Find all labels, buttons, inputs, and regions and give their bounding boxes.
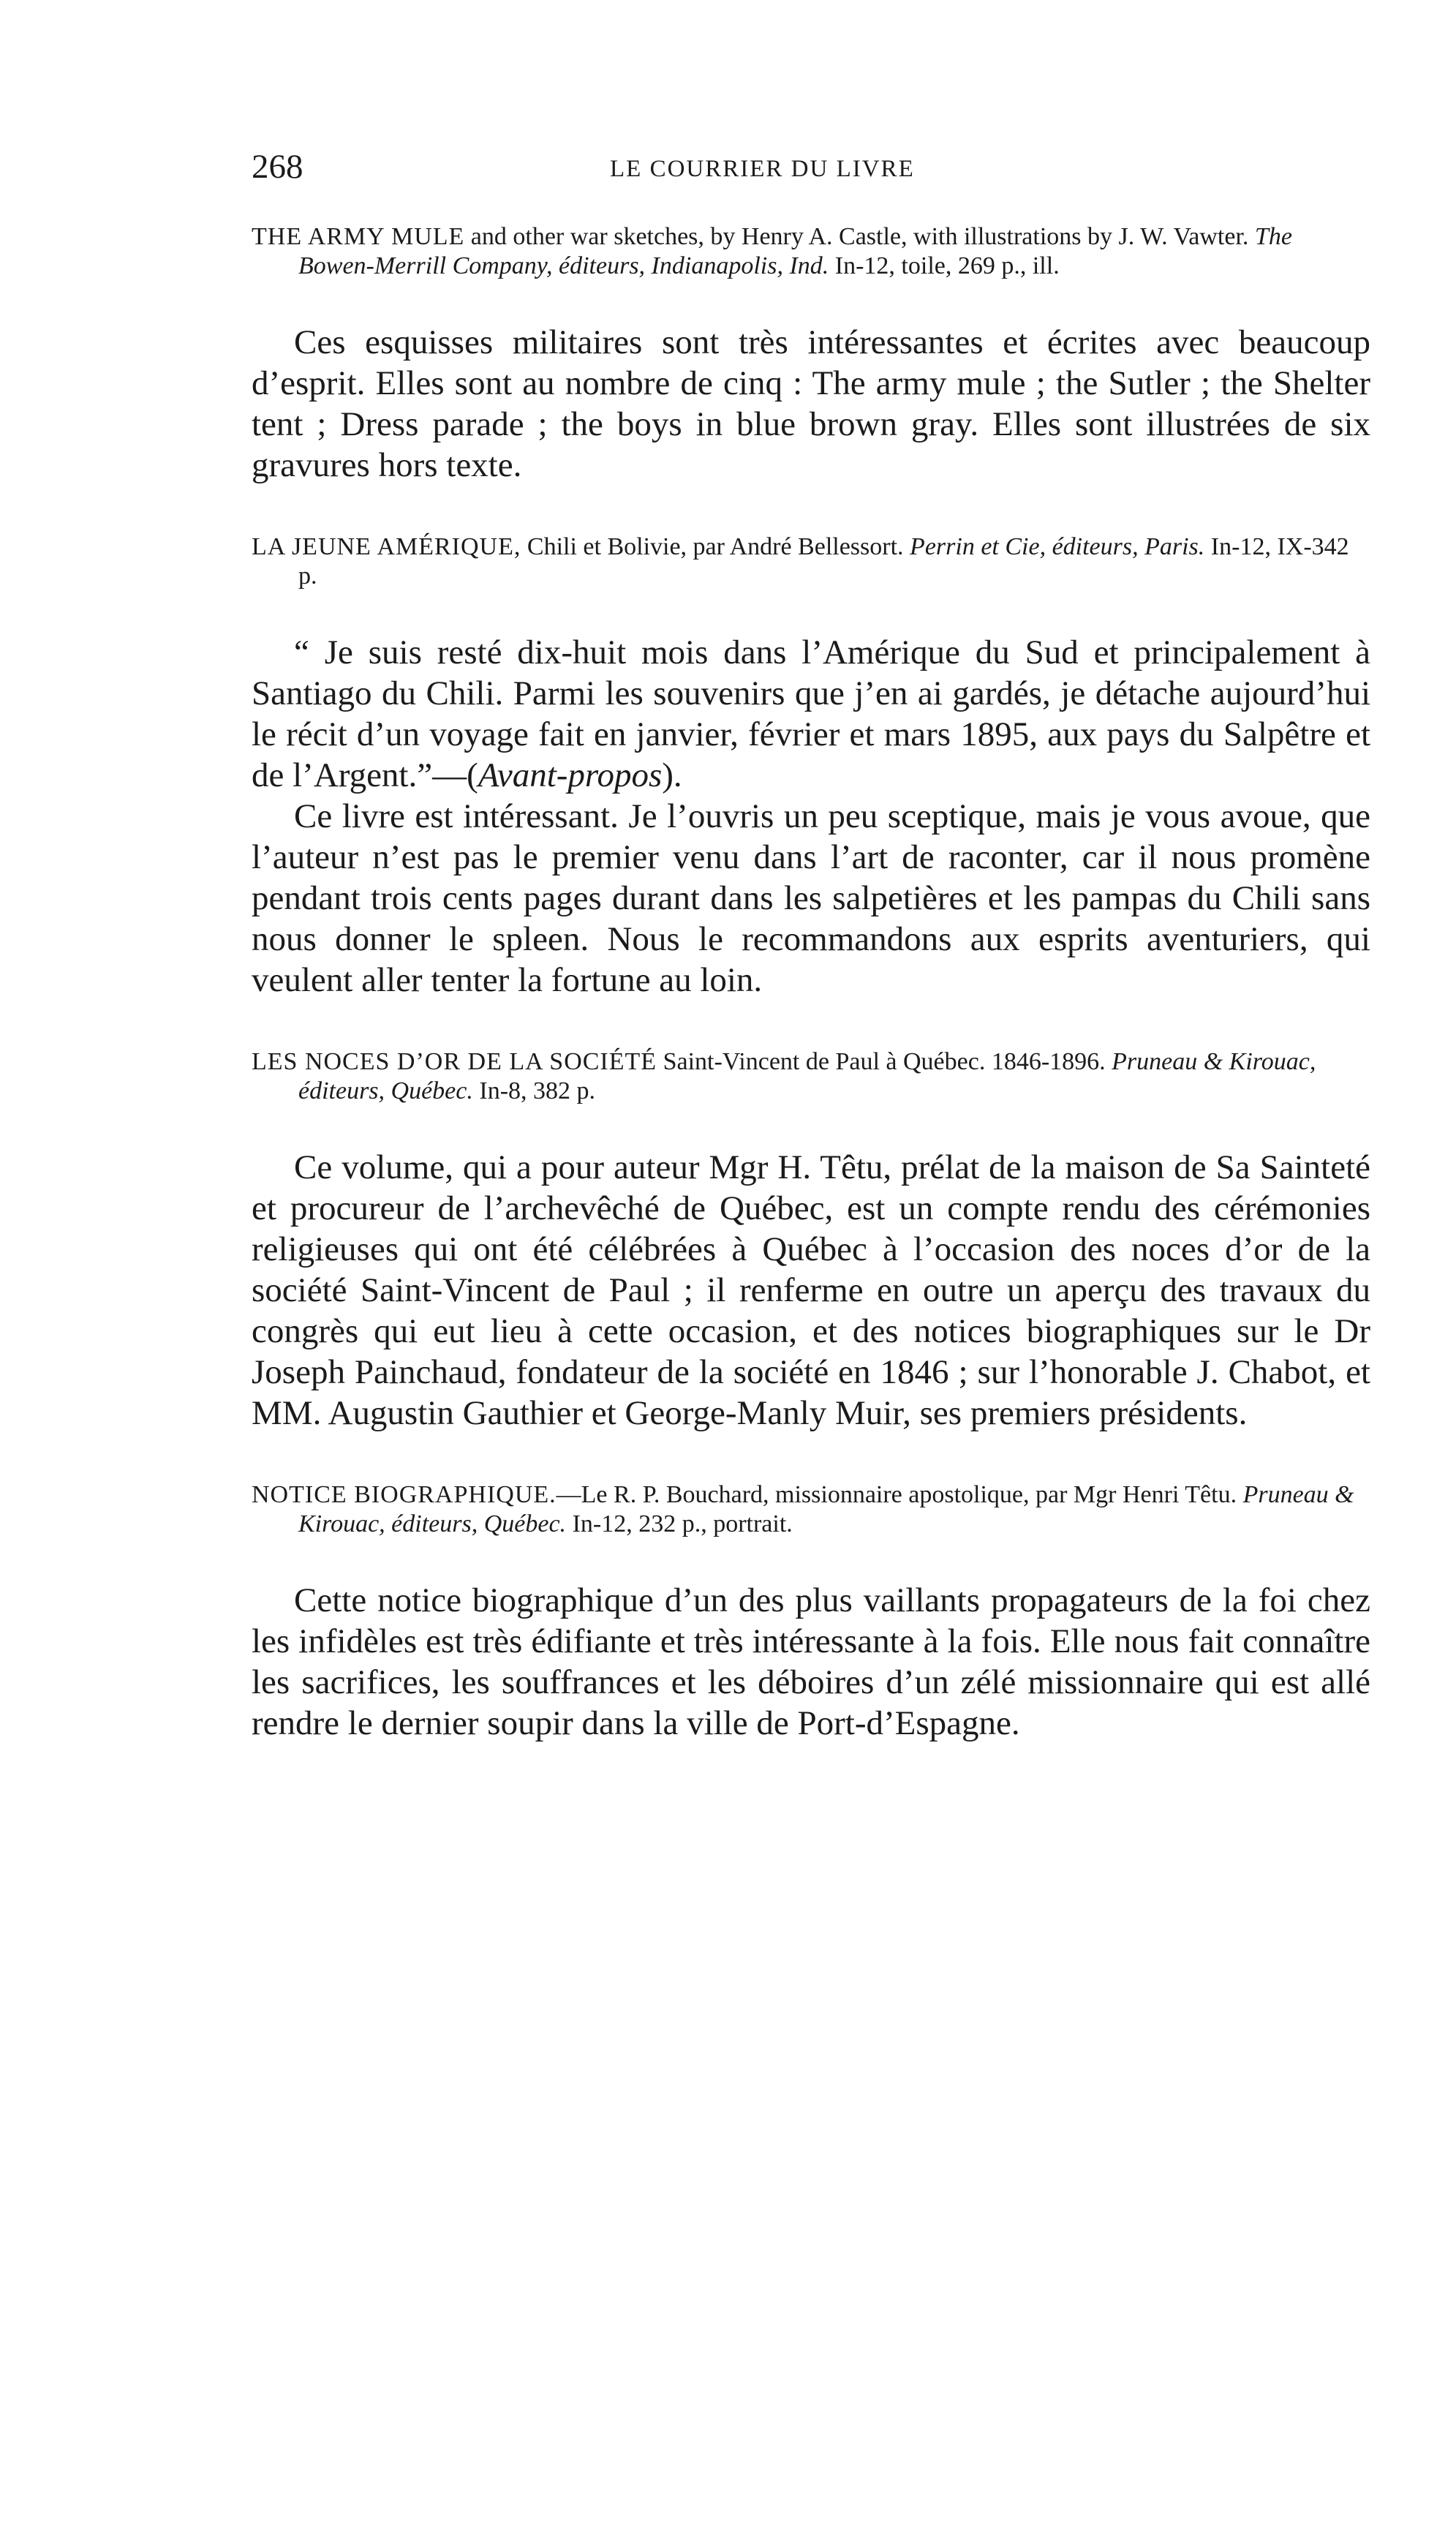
entry-details: and other war sketches, by Henry A. Castle, with illustrations by J. W. Vawter. [464,223,1255,250]
entry-publisher: Perrin et Cie, éditeurs, Paris. [910,533,1205,560]
entry-details: Saint-Vincent de Paul à Québec. 1846-1896. [657,1048,1112,1075]
entry-citation [252,1047,1370,1106]
review-paragraph: Ce volume, qui a pour auteur Mgr H. Têtu, prélat de la maison de Sa Sainteté et procureur de l’archevêché de Québec, est un compte rendu des cérémonies religieuses qui ont été célébrées à Québec à l’occasion des noces d’or de la société Saint-Vincent de Paul ; il renferme en outre un aperçu des travaux du congrès qui eut lieu à cette occasion, et des notices biographiques sur le Dr Joseph Painchaud, fondateur de la société en 1846 ; sur l’honorable J. Chabot, et MM. Augustin Gauthier et George-Manly Muir, ses premiers présidents. [252,1148,1370,1432]
running-head [252,146,1370,205]
entry-format: In-12, toile, 269 p., ill. [829,252,1060,279]
entry-title: NOTICE BIOGRAPHIQUE. [252,1481,557,1508]
page [252,146,1370,1744]
entry-citation [252,532,1370,591]
review-paragraph: Ces esquisses militaires sont très intéressantes et écrites avec beaucoup d’esprit. Elles sont au nombre de cinq : The army mule ; the Sutler ; the Shelter tent ; Dress parade ; the boys in blue brown gray. Elles sont illustrées de six gravures hors texte. [252,323,1370,484]
entry-publisher: Pruneau & Kirouac, éditeurs, Québec. [298,1048,1316,1104]
entry-title: LA JEUNE AMÉRIQUE, [252,533,521,560]
entry-format: In-12, 232 p., portrait. [566,1510,793,1537]
entry-publisher: Pruneau & Kirouac, éditeurs, Québec. [298,1481,1354,1537]
running-title: LE COURRIER DU LIVRE [610,156,915,182]
entry-title: THE ARMY MULE [252,223,465,250]
entry-publisher: The Bowen-Merrill Company, éditeurs, Indianapolis, Ind. [298,223,1292,279]
page-number: 268 [252,148,303,186]
entry-citation [252,222,1370,281]
entry-details: —Le R. P. Bouchard, missionnaire apostolique, par Mgr Henri Têtu. [556,1481,1243,1508]
review-paragraph: Cette notice biographique d’un des plus vaillants propagateurs de la foi chez les infidèles est très édifiante et très intéressante à la fois. Elle nous fait connaître les sacrifices, les souffrances et les déboires d’un zélé missionnaire qui est allé rendre le dernier soupir dans la ville de Port-d’Espagne. [252,1581,1370,1742]
entry-citation [252,1480,1370,1539]
italic-reference: Avant-propos [478,756,663,794]
entry-format: In-12, IX-342 p. [298,533,1349,590]
entry-details: Chili et Bolivie, par André Bellessort. [521,533,910,560]
entry-format: In-8, 382 p. [472,1077,596,1104]
review-paragraph: Ce livre est intéressant. Je l’ouvris un peu sceptique, mais je vous avoue, que l’auteur n’est pas le premier venu dans l’art de raconter, car il nous promène pendant trois cents pages durant dans les salpetières et les pampas du Chili sans nous donner le spleen. Nous le recommandons aux esprits aventuriers, qui veulent aller tenter la fortune au loin. [252,797,1370,999]
review-paragraph: “ Je suis resté dix-huit mois dans l’Amérique du Sud et principalement à Santiago du Chili. Parmi les souvenirs que j’en ai gardés, je détache aujourd’hui le récit d’un voyage fait en janvier, février et mars 1895, aux pays du Salpêtre et de l’Argent.”—(Avant-propos). [252,633,1370,794]
entry-title: LES NOCES D’OR DE LA SOCIÉTÉ [252,1048,657,1075]
